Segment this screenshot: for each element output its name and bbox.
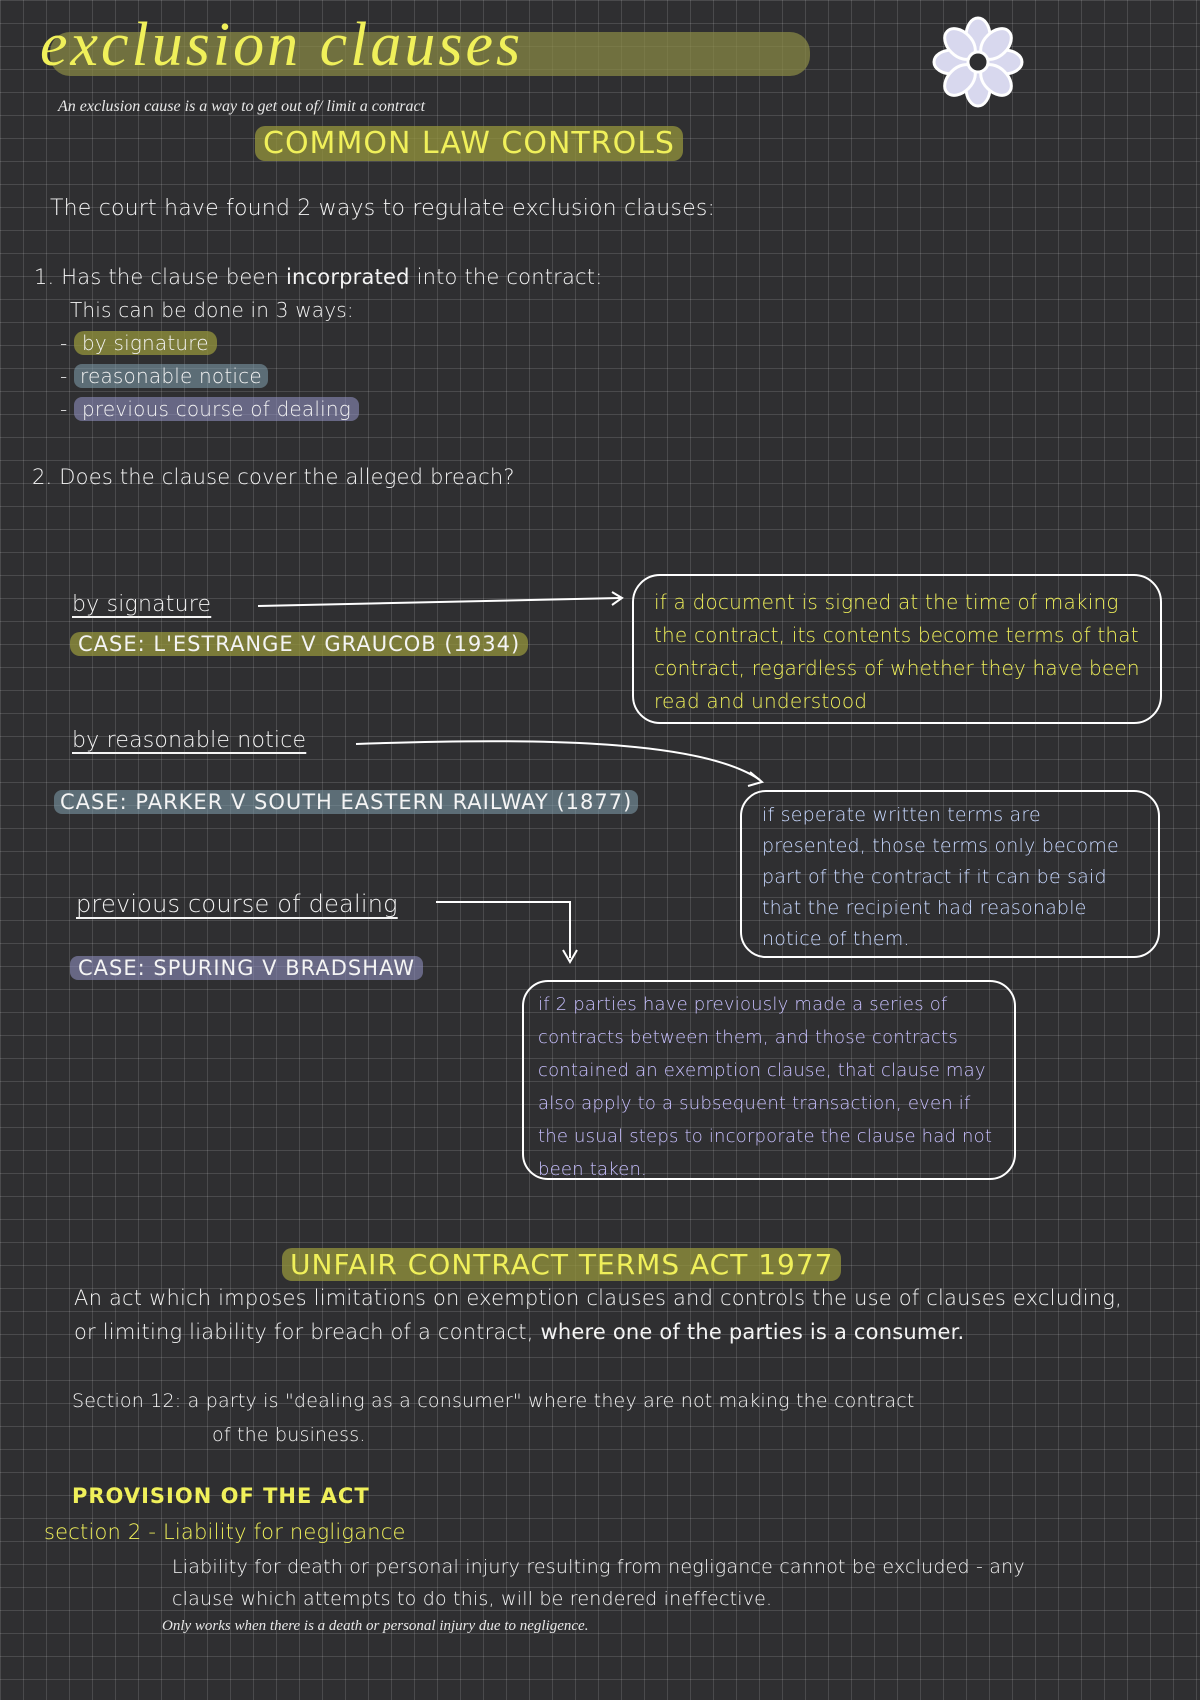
section2-line2: clause which attempts to do this, will be rendered ineffective. xyxy=(172,1588,773,1610)
notice-label: by reasonable notice xyxy=(72,728,307,753)
subtitle: An exclusion cause is a way to get out of/ limit a contract xyxy=(58,98,426,115)
signature-note-bubble xyxy=(632,574,1162,724)
ucta-intro-line2: or limiting liability for breach of a contract, where one of the parties is a consumer. xyxy=(74,1320,965,1344)
section12-line1: Section 12: a party is "dealing as a consumer" where they are not making the contract xyxy=(72,1390,915,1412)
section2-note: Only works when there is a death or personal injury due to negligence. xyxy=(162,1618,589,1634)
dealing-note-bubble xyxy=(522,980,1016,1180)
provision-heading: PROVISION OF THE ACT xyxy=(72,1484,370,1508)
way-item-dealing: - previous course of dealing xyxy=(60,397,359,421)
ucta-intro-line1: An act which imposes limitations on exemption clauses and controls the use of clauses excluding, xyxy=(74,1286,1122,1310)
way-item-notice: - reasonable notice xyxy=(60,364,268,388)
notice-case: CASE: PARKER V SOUTH EASTERN RAILWAY (1877) xyxy=(54,790,638,814)
intro-text: The court have found 2 ways to regulate exclusion clauses: xyxy=(50,196,716,221)
section2-heading: section 2 - Liability for negligance xyxy=(44,1520,406,1544)
notice-note: if seperate written terms are presented, those terms only become part of the contract if it can be said that the recipient had reasonable notice of them. xyxy=(762,804,1119,950)
dealing-case: CASE: SPURING V BRADSHAW xyxy=(70,956,423,980)
common-law-heading: COMMON LAW CONTROLS xyxy=(255,126,683,161)
signature-case: CASE: L'ESTRANGE V GRAUCOB (1934) xyxy=(70,632,528,656)
section2-line1: Liability for death or personal injury resulting from negligance cannot be excluded - any xyxy=(172,1556,1025,1578)
notice-note-bubble xyxy=(740,790,1160,958)
dealing-note: if 2 parties have previously made a series of contracts between them, and those contracts contained an exemption clause, that clause may also apply to a subsequent transaction, even if the usual steps to incorporate the clause had not been taken. xyxy=(538,994,993,1180)
dealing-label: previous course of dealing xyxy=(76,890,398,918)
signature-note: if a document is signed at the time of making the contract, its contents become terms of that contract, regardless of whether they have been read and understood xyxy=(654,590,1140,713)
section12-line2: of the business. xyxy=(212,1424,366,1446)
point-1: 1. Has the clause been incorprated into the contract: xyxy=(34,265,603,289)
ucta-heading: UNFAIR CONTRACT TERMS ACT 1977 xyxy=(282,1248,841,1281)
point-2: 2. Does the clause cover the alleged breach? xyxy=(32,465,515,489)
ways-intro: This can be done in 3 ways: xyxy=(70,298,354,322)
way-item-signature: - by signature xyxy=(60,331,217,355)
page-title: exclusion clauses xyxy=(40,10,523,81)
signature-label: by signature xyxy=(72,592,212,617)
